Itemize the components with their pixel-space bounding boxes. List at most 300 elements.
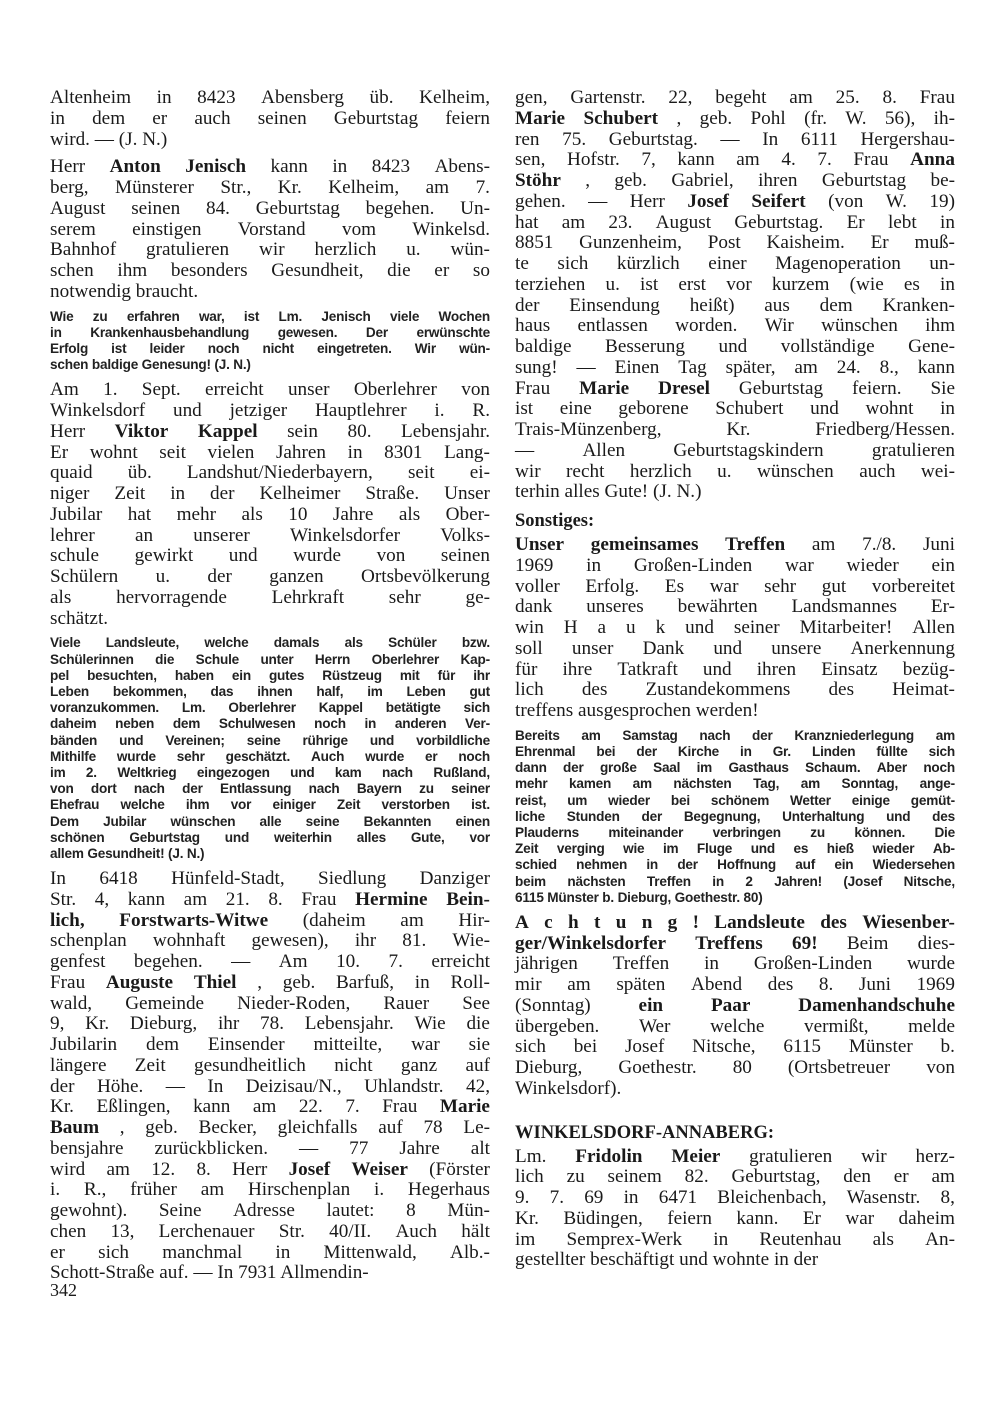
word: unter	[260, 651, 294, 667]
word: Viktor	[114, 420, 169, 442]
word: —	[588, 190, 608, 212]
word: eine	[559, 398, 592, 420]
word: worden.	[675, 315, 738, 337]
word: kann	[193, 1096, 231, 1118]
word: und	[369, 732, 395, 748]
word: Josef	[624, 1036, 665, 1058]
word: noch	[314, 716, 346, 732]
word: Herr	[629, 190, 665, 212]
word: Wer	[638, 1015, 671, 1037]
word: t	[594, 911, 601, 933]
word: Jenisch	[321, 308, 371, 324]
word: und	[290, 764, 315, 780]
word: sich	[557, 253, 589, 274]
word: zu	[92, 308, 108, 324]
word: b.	[940, 1036, 955, 1058]
word: ,	[119, 1117, 125, 1139]
word: am	[935, 727, 955, 743]
word: mehr	[515, 776, 548, 792]
small-print-paragraph	[50, 635, 490, 862]
text-line	[515, 171, 955, 192]
word: weiterhin	[273, 829, 332, 845]
word: 82.	[684, 1166, 709, 1188]
word: erreicht	[431, 951, 490, 973]
word: —	[720, 128, 740, 150]
word: Großen-Linden	[633, 554, 753, 576]
word: Hauptlehrer	[314, 400, 407, 422]
word: feiern	[667, 1207, 712, 1229]
word: Kappel	[318, 700, 363, 716]
word: ge-	[465, 586, 490, 608]
word: ihr	[217, 1013, 240, 1035]
word: am	[811, 534, 836, 555]
word: auf	[795, 857, 816, 873]
word: Oberlehrer	[371, 651, 440, 667]
word: Gasthaus	[728, 760, 789, 776]
word: Oberlehrer	[228, 700, 296, 716]
word: Kaisheim.	[766, 232, 845, 254]
word: wünschen	[757, 460, 834, 482]
word: 7.	[549, 1187, 564, 1209]
word: —	[165, 1075, 185, 1097]
word: Schüler	[388, 635, 437, 651]
word: bensjahre	[50, 1137, 124, 1159]
word: Oberlehrer	[353, 379, 437, 401]
word: in	[275, 1241, 291, 1263]
section-heading	[515, 1122, 955, 1144]
word: er	[50, 1241, 65, 1263]
word: Mitarbeiter!	[799, 617, 893, 638]
paragraph	[50, 157, 490, 302]
word: ein	[231, 667, 251, 683]
word: soll	[515, 637, 543, 659]
text-line	[50, 526, 490, 547]
text-line	[515, 913, 955, 934]
text-line	[50, 1014, 490, 1035]
word: ihnen	[257, 683, 293, 699]
text-line	[515, 890, 955, 906]
text-line	[50, 716, 490, 732]
word: Str.	[278, 1220, 305, 1242]
text-line	[50, 1243, 490, 1264]
word: für	[437, 667, 456, 683]
word: Kr.	[50, 1096, 74, 1118]
paragraph	[50, 869, 490, 1284]
word: ger/Winkelsdorfer	[515, 932, 666, 954]
word: vorbereitet	[871, 575, 955, 597]
word: war	[709, 575, 739, 597]
word: Landsmannes	[791, 596, 897, 618]
word: 7.	[475, 177, 490, 198]
word: am	[789, 87, 813, 108]
paragraph	[50, 88, 490, 150]
text-segment: Winkelsdorf).	[515, 1077, 622, 1099]
word: 80.	[347, 420, 372, 442]
word: half,	[316, 683, 344, 699]
word: sung!	[515, 356, 558, 378]
word: gutes	[268, 667, 305, 683]
word: 9,	[50, 1013, 65, 1035]
word: manchmal	[162, 1241, 243, 1263]
section-heading	[515, 510, 955, 532]
word: den	[843, 1166, 871, 1188]
word: Juni	[922, 534, 955, 555]
word: 8.	[882, 87, 897, 108]
text-line	[515, 130, 955, 151]
word: ihr	[473, 667, 490, 683]
word: nicht	[334, 1054, 373, 1076]
word: bänden	[50, 732, 98, 748]
word: Großen-Linden	[753, 953, 873, 975]
word: Die	[934, 824, 955, 840]
word: Kr.	[515, 1207, 539, 1229]
text-line	[50, 401, 490, 422]
word: Geburtstag	[129, 829, 200, 845]
word: Schülern	[50, 566, 119, 588]
word: Kirche	[677, 743, 720, 759]
word: so	[472, 260, 490, 281]
word: Wasenstr.	[846, 1187, 921, 1209]
text-line	[515, 379, 955, 400]
word: Weiser	[351, 1158, 408, 1180]
word: zu	[566, 1166, 585, 1188]
word: einige	[851, 792, 890, 808]
word: Auch	[395, 1220, 437, 1242]
word: Hir-	[458, 909, 490, 931]
word: wohnhaft	[152, 930, 226, 952]
text-line	[515, 760, 955, 776]
word: sich	[515, 1036, 546, 1058]
word: Adresse	[233, 1200, 295, 1222]
word: gut	[821, 575, 847, 597]
word: un-	[929, 253, 955, 274]
word: Geburtstag	[255, 197, 340, 219]
word: Bekannten	[363, 813, 432, 829]
word: gemüt-	[910, 792, 955, 808]
text-line	[50, 749, 490, 765]
word: in	[623, 1187, 639, 1209]
text-line	[50, 781, 490, 797]
word: kann	[127, 888, 166, 910]
word: Linden	[811, 743, 856, 759]
text-line	[50, 931, 490, 952]
word: Post	[707, 232, 741, 254]
word: Tag	[678, 356, 707, 378]
word: schönem	[710, 792, 770, 808]
word: wald,	[50, 992, 93, 1014]
word: Geburtstag,	[731, 1166, 821, 1188]
word: Josef	[687, 190, 729, 212]
word: Herr	[232, 1158, 268, 1180]
word: Am	[278, 951, 308, 973]
word: u.	[406, 239, 421, 261]
word: lich	[515, 679, 544, 701]
text-line	[50, 220, 490, 241]
word: seine	[246, 732, 281, 748]
word: Volks-	[440, 524, 490, 546]
word: auch	[859, 460, 896, 482]
word: hält	[461, 1220, 490, 1242]
text-line	[50, 484, 490, 505]
text-line	[50, 1139, 490, 1160]
word: n	[641, 911, 653, 933]
word: 4.	[781, 149, 796, 171]
word: Nitsche,	[692, 1036, 756, 1058]
word: 7.	[345, 1096, 360, 1118]
small-print-paragraph	[50, 309, 490, 374]
text-segment: schätzt.	[50, 607, 109, 629]
text-line	[515, 996, 955, 1017]
word: Ab-	[932, 841, 955, 857]
word: lehrer	[50, 524, 95, 546]
word: A	[515, 911, 529, 933]
word: niger	[50, 483, 90, 505]
word: üb.	[369, 87, 394, 108]
word: der	[752, 727, 773, 743]
word: unser	[287, 379, 330, 401]
word: aus	[764, 294, 790, 316]
word: hat	[127, 503, 152, 525]
word: geb.	[282, 971, 316, 993]
word: Semprex-Werk	[566, 1228, 683, 1250]
word: 8423	[371, 156, 411, 178]
word: anderen	[394, 716, 447, 732]
word: damals	[273, 635, 320, 651]
word: 8301	[384, 441, 423, 463]
word: des	[828, 679, 855, 701]
word: erst	[678, 273, 707, 295]
word: kann.	[736, 1207, 779, 1229]
word: können.	[854, 824, 906, 840]
word: zu	[419, 781, 434, 797]
word: Kelheim,	[419, 87, 490, 108]
word: vermißt,	[804, 1015, 869, 1037]
word: 84.	[205, 197, 230, 219]
word: einiger	[272, 797, 316, 813]
word: Kap-	[460, 651, 490, 667]
word: Begegnung,	[683, 808, 761, 824]
word: ei-	[469, 462, 490, 484]
word: noch	[923, 760, 955, 776]
word: als	[398, 503, 421, 525]
word: seine	[305, 813, 340, 829]
word: mehr	[176, 503, 217, 525]
word: Barfuß,	[335, 971, 395, 993]
word: serem	[50, 218, 96, 240]
word: welche	[204, 635, 249, 651]
word: Jahren	[275, 441, 327, 463]
word: in	[940, 398, 955, 420]
word: Le-	[463, 1117, 490, 1139]
word: schied	[515, 857, 557, 873]
word: ren	[515, 128, 540, 150]
word: neben	[115, 716, 155, 732]
word: Treffen	[725, 534, 786, 555]
word: einen	[455, 813, 490, 829]
word: Ehefrau	[50, 797, 100, 813]
word: Anton	[109, 156, 161, 178]
word: 6471	[658, 1187, 698, 1209]
word: genfest	[50, 951, 106, 973]
word: berg,	[50, 177, 89, 198]
word: Geburtstag	[333, 107, 419, 129]
word: seinem	[607, 1166, 662, 1188]
word: Anna	[910, 149, 955, 171]
word: des	[581, 679, 608, 701]
word: große	[599, 760, 637, 776]
word: 10.	[336, 951, 361, 973]
word: chen	[50, 1220, 87, 1242]
word: und	[886, 808, 911, 824]
word: längere	[50, 1054, 107, 1076]
word: Nitsche,	[903, 873, 955, 889]
word: Geburtstag.	[608, 128, 698, 150]
text-line	[515, 934, 955, 955]
word: wir	[515, 460, 541, 482]
word: h	[568, 911, 579, 933]
word: in	[704, 953, 720, 975]
word: seinen	[257, 107, 307, 129]
word: in	[170, 483, 186, 505]
word: ein	[931, 554, 955, 576]
word: feiern	[445, 107, 490, 129]
word: Wie	[414, 1013, 446, 1035]
word: ihren	[756, 658, 797, 680]
word: ,	[676, 107, 682, 129]
text-line	[515, 776, 955, 792]
word: herzlich	[314, 239, 377, 261]
word: Sonntag,	[841, 776, 899, 792]
text-line	[50, 157, 490, 178]
word: recht	[566, 460, 605, 482]
word: 8	[406, 1200, 416, 1222]
word: Lm.	[181, 700, 206, 716]
word: am	[183, 888, 208, 910]
word: in	[332, 156, 348, 178]
word: baldige	[515, 336, 572, 357]
word: Vereinen;	[165, 732, 225, 748]
text-line	[515, 535, 955, 556]
word: eingezogen	[196, 764, 270, 780]
word: 7,	[641, 149, 656, 171]
word: Einen	[614, 356, 660, 378]
word: Frau	[50, 971, 86, 993]
word: kürzlich	[616, 253, 680, 274]
word: Plauderns	[515, 824, 579, 840]
word: er	[152, 107, 168, 129]
word: wei-	[920, 460, 955, 482]
word: dann	[515, 760, 547, 776]
word: Jubilar	[103, 813, 147, 829]
word: wünschen	[170, 813, 236, 829]
word: Herrn	[314, 651, 351, 667]
word: Schaum.	[805, 760, 861, 776]
word: Landshut/Niederbayern,	[186, 462, 373, 484]
word: vollständige	[780, 336, 875, 357]
word: in	[586, 554, 602, 576]
text-line	[50, 1222, 490, 1243]
word: H	[563, 617, 578, 638]
word: Paar	[710, 994, 751, 1016]
word: Jahre	[399, 1137, 440, 1159]
word: gemeinsames	[590, 534, 699, 555]
text-line	[50, 422, 490, 443]
word: a	[597, 617, 607, 638]
text-line	[515, 316, 955, 337]
word: kurzem	[771, 273, 830, 295]
word: Stunden	[566, 808, 620, 824]
word: 80	[732, 1057, 752, 1079]
left-column	[50, 88, 490, 1291]
word: und	[718, 336, 748, 357]
word: nächsten	[673, 776, 732, 792]
word: Einsender	[207, 1034, 285, 1056]
word: 1969	[515, 554, 554, 576]
word: melde	[908, 1015, 955, 1037]
word: und	[172, 400, 202, 422]
text-line	[515, 150, 955, 171]
word: Forstwarts-Witwe	[119, 909, 269, 931]
word: am	[567, 974, 591, 996]
word: 42,	[466, 1075, 490, 1097]
text-line	[515, 1037, 955, 1058]
word: erreicht	[205, 379, 264, 401]
word: ,	[257, 971, 262, 993]
word: Lm.	[515, 1145, 547, 1167]
word: Zustandekommens	[645, 679, 791, 701]
text-line	[515, 88, 955, 109]
word: es	[793, 841, 809, 857]
word: nächsten	[567, 873, 626, 889]
word: 78.	[260, 1013, 285, 1035]
word: Es	[664, 575, 685, 597]
text-line	[515, 618, 955, 639]
word: nach	[133, 781, 165, 797]
text-line	[50, 463, 490, 484]
word: alle	[259, 813, 282, 829]
text-line	[515, 1230, 955, 1251]
word: Gemeinde	[125, 992, 205, 1014]
word: Frau	[515, 377, 551, 399]
word: im	[50, 764, 66, 780]
text-line	[50, 890, 490, 911]
word: gratulieren	[871, 439, 955, 461]
word: begehen.	[133, 951, 203, 973]
word: voranzukommen.	[50, 700, 159, 716]
word: dem	[172, 716, 201, 732]
word: Lebensjahr.	[304, 1013, 394, 1035]
word: späten	[616, 974, 666, 996]
word: Roll-	[450, 971, 490, 993]
text-segment: schen baldige Genesung! (J. N.)	[50, 357, 251, 373]
word: vor	[726, 273, 752, 295]
word: feiern.	[852, 377, 902, 399]
word: 8.	[268, 888, 283, 910]
paragraph	[50, 380, 490, 629]
word: vorbildliche	[416, 732, 490, 748]
word: muß-	[914, 232, 955, 254]
word: wir	[259, 239, 285, 261]
word: Ehrenmal	[515, 743, 576, 759]
text-segment: notwendig braucht.	[50, 280, 199, 302]
word: in	[50, 107, 65, 129]
word: Dresel	[658, 377, 710, 399]
text-line	[50, 911, 490, 932]
word: u.	[605, 273, 620, 295]
word: in	[50, 324, 62, 340]
text-segment: gestellter beschäftigt und wohnte in der	[515, 1249, 819, 1271]
text-line	[50, 325, 490, 341]
